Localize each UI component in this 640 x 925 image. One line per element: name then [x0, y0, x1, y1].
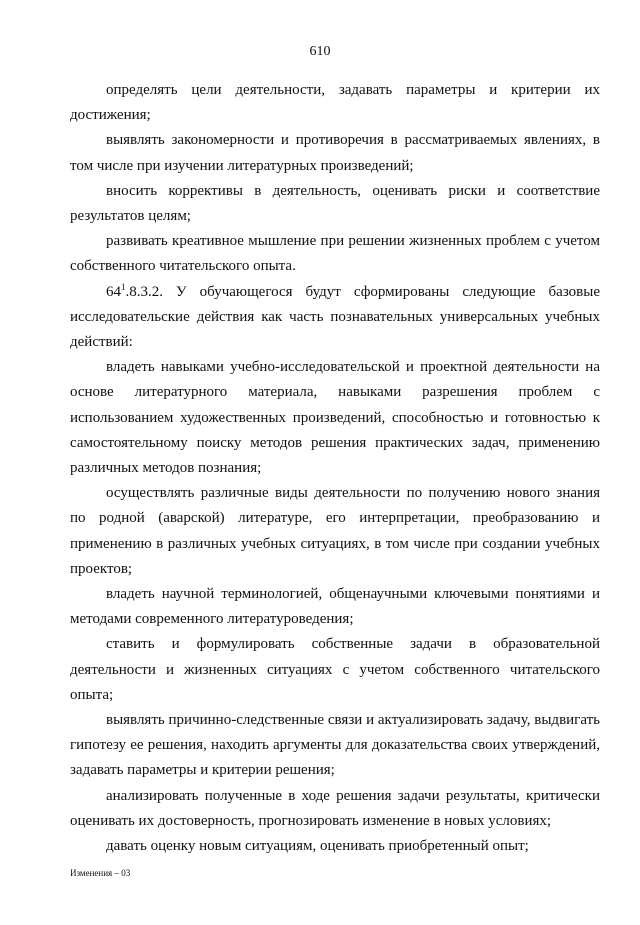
paragraph: владеть научной терминологией, общенаучными ключевыми понятиями и методами современного литературоведения;	[70, 586, 600, 628]
paragraph: ставить и формулировать собственные задачи в образовательной деятельности и жизненных ситуациях с учетом собственного читательского опыта;	[70, 636, 600, 703]
footer-revision: Изменения – 03	[70, 868, 131, 878]
section-text: У обучающегося будут сформированы следующие базовые исследовательские действия как часть познавательных универсальных учебных действий:	[70, 283, 600, 351]
paragraph: развивать креативное мышление при решении жизненных проблем с учетом собственного читательского опыта.	[70, 233, 600, 275]
paragraph: вносить коррективы в деятельность, оценивать риски и соответствие результатов целям;	[70, 182, 600, 225]
paragraph: владеть навыками учебно-исследовательской и проектной деятельности на основе литературного материала, навыками разрешения проблем с использованием художественных произведений, способностью и готовностью к самостоятельному поиску методов решения практических задач, применению различных методов познания;	[70, 359, 600, 477]
paragraph: давать оценку новым ситуациям, оценивать приобретенный опыт;	[106, 838, 529, 855]
paragraph: осуществлять различные виды деятельности по получению нового знания по родной (аварской) литературе, его интерпретации, преобразованию и применению в различных учебных ситуациях, в том числе при создании учебных проектов;	[70, 485, 600, 577]
paragraph: определять цели деятельности, задавать параметры и критерии их достижения;	[70, 82, 600, 124]
paragraph: выявлять причинно-следственные связи и актуализировать задачу, выдвигать гипотезу ее решения, находить аргументы для доказательства своих утверждений, задавать параметры и критерии решения;	[70, 712, 600, 779]
section-number-rest: .8.3.2.	[125, 283, 163, 300]
paragraph: анализировать полученные в ходе решения задачи результаты, критически оценивать их достоверность, прогнозировать изменение в новых условиях;	[70, 787, 600, 829]
section-paragraph	[70, 280, 600, 356]
section-number-superscript: 1	[121, 281, 126, 292]
paragraph: выявлять закономерности и противоречия в рассматриваемых явлениях, в том числе при изучении литературных произведений;	[70, 132, 600, 174]
page-number: 610	[309, 44, 331, 59]
document-body	[70, 78, 600, 859]
section-number-main: 64	[106, 283, 121, 300]
